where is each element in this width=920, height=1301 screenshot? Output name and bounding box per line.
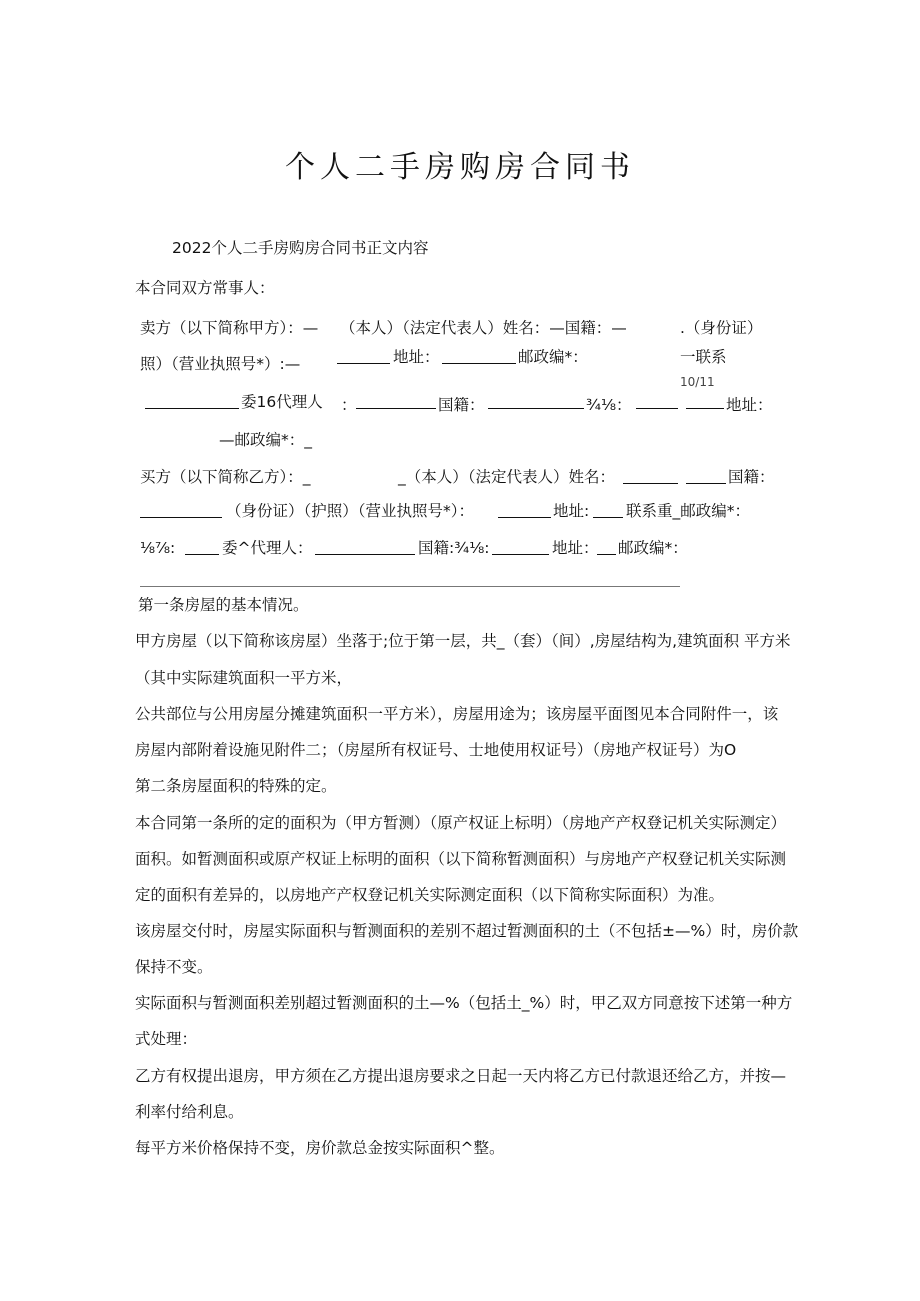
- buyer-line-2a: （身份证）（护照）（营业执照号*）：: [226, 502, 475, 520]
- seller-line-1c: .（身份证）: [680, 319, 763, 337]
- parties-intro: 本合同双方常事人：: [135, 279, 275, 297]
- seller-line-2b: 地址：: [393, 348, 440, 366]
- document-title: 个人二手房购房合同书: [285, 150, 635, 185]
- seller-line-3e: 地址：: [726, 396, 773, 414]
- article-heading: 第一条房屋的基本情况。: [138, 596, 309, 614]
- body-line: 房屋内部附着设施见附件二；（房屋所有权证号、士地使用权证号）（房地产权证号）为O: [135, 741, 737, 759]
- seller-line-1a: 卖方（以下简称甲方）：—: [140, 319, 319, 337]
- body-line: 本合同第一条所的定的面积为（甲方暂测）（原产权证上标明）（房地产产权登记机关实际测定）: [135, 814, 787, 832]
- seller-line-3b: ：: [341, 396, 357, 414]
- buyer-line-3a: ⅛⅞:: [140, 539, 176, 557]
- body-line: 面积。如暂测面积或原产权证上标明的面积（以下简称暂测面积）与房地产产权登记机关实际测: [135, 850, 787, 868]
- blank-line: [145, 392, 239, 409]
- blank-line: [337, 347, 390, 364]
- blank-line: [185, 538, 219, 555]
- blank-line: [623, 467, 678, 484]
- blank-line: [488, 392, 584, 409]
- buyer-line-2c: 联系重_邮政编*：: [626, 502, 751, 520]
- body-line: 甲方房屋（以下简称该房屋）坐落于;位于第一层，共_（套）（间）,房屋结构为,建筑面积 平方米: [135, 632, 791, 650]
- blank-line: [686, 467, 726, 484]
- body-line: （其中实际建筑面积一平方米，: [135, 669, 353, 687]
- buyer-line-3e: 邮政编*：: [618, 539, 688, 557]
- body-line: 乙方有权提出退房，甲方须在乙方提出退房要求之日起一天内将乙方已付款退还给乙方，并按—: [135, 1067, 787, 1085]
- seller-line-2a: 照）（营业执照号*）:—: [140, 355, 301, 373]
- blank-line: [593, 501, 623, 518]
- article-heading: 第二条房屋面积的特殊的定。: [135, 777, 337, 795]
- blank-line: [492, 538, 549, 555]
- body-line: 保持不变。: [135, 958, 213, 976]
- buyer-line-3d: 地址：: [552, 539, 599, 557]
- blank-line: [442, 347, 516, 364]
- buyer-line-3b: 委^代理人：: [222, 539, 313, 557]
- seller-line-2c: 邮政编*：: [518, 348, 588, 366]
- seller-line-1b: （本人）（法定代表人）姓名：—国籍：—: [340, 319, 627, 337]
- horizontal-rule: [140, 586, 680, 587]
- body-line: 公共部位与公用房屋分摊建筑面积一平方米），房屋用途为；该房屋平面图见本合同附件一，该: [135, 705, 779, 723]
- buyer-line-2b: 地址:: [553, 502, 590, 520]
- body-line: 每平方米价格保持不变，房价款总金按实际面积^整。: [135, 1139, 505, 1157]
- seller-line-2d: 一联系: [680, 348, 727, 366]
- body-line: 定的面积有差异的，以房地产产权登记机关实际测定面积（以下简称实际面积）为准。: [135, 886, 725, 904]
- blank-line: [140, 501, 222, 518]
- seller-line-3c: 国籍：: [438, 396, 485, 414]
- buyer-line-1b: _（本人）（法定代表人）姓名：: [398, 468, 616, 486]
- blank-line: [498, 501, 551, 518]
- seller-line-3d: ¾⅛：: [586, 396, 632, 414]
- buyer-line-1c: 国籍：: [728, 468, 775, 486]
- buyer-line-1a: 买方（以下简称乙方）：_: [140, 468, 311, 486]
- buyer-line-3c: 国籍:¾⅛:: [418, 539, 490, 557]
- blank-line: [686, 392, 724, 409]
- body-line: 该房屋交付时，房屋实际面积与暂测面积的差别不超过暂测面积的土（不包括±—%）时，房价款: [135, 922, 799, 940]
- document-subtitle: 2022个人二手房购房合同书正文内容: [172, 239, 429, 257]
- body-line: 式处理：: [135, 1030, 198, 1048]
- seller-line-3a: 委16代理人: [241, 393, 323, 411]
- blank-line: [315, 538, 415, 555]
- body-line: 实际面积与暂测面积差别超过暂测面积的土—%（包括土_%）时，甲乙双方同意按下述第一种方: [135, 994, 793, 1012]
- blank-line: [356, 392, 436, 409]
- blank-line: [636, 392, 678, 409]
- body-line: 利率付给利息。: [135, 1103, 244, 1121]
- blank-line: [597, 538, 616, 555]
- cropped-text-fragment: 10/11: [680, 375, 715, 389]
- seller-line-4: —邮政编*：_: [219, 431, 313, 449]
